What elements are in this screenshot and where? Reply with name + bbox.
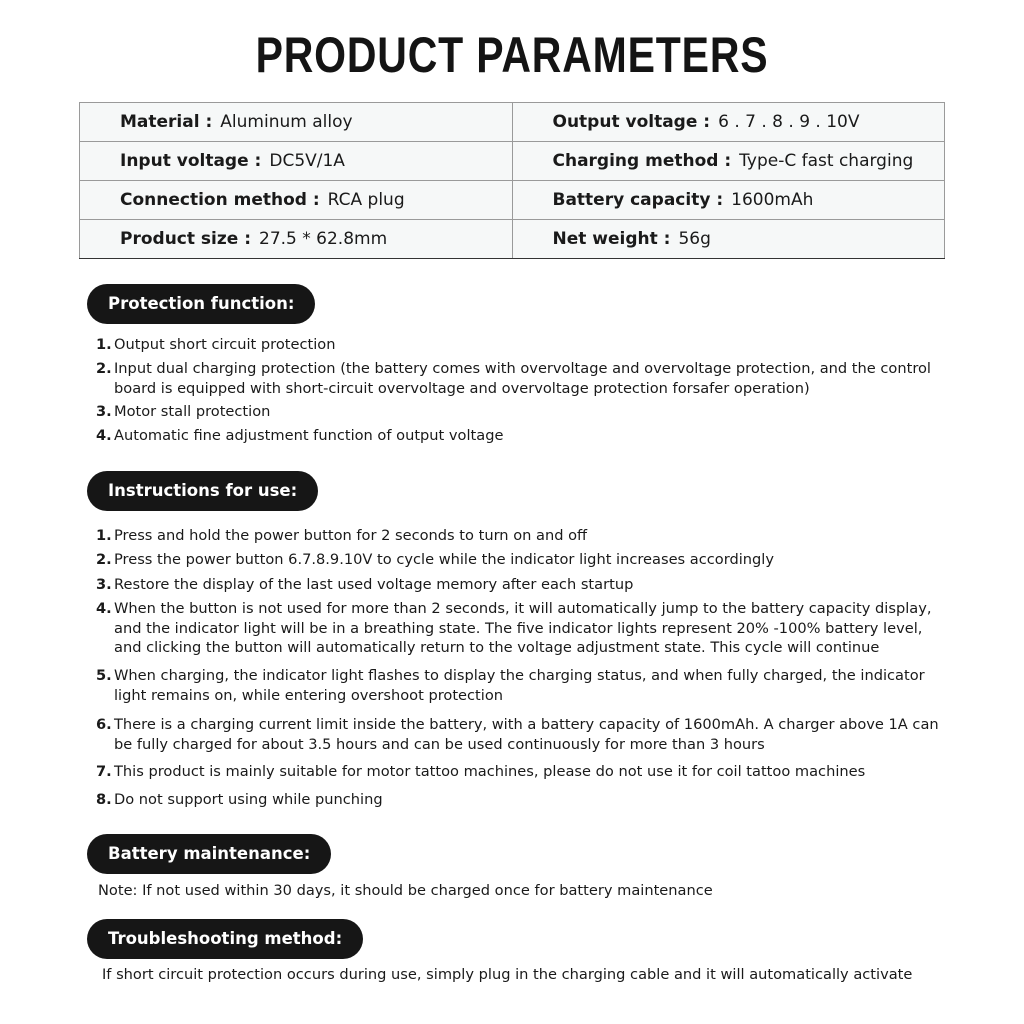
item-number: 8. xyxy=(96,791,112,808)
param-cell xyxy=(80,142,513,181)
item-number: 6. xyxy=(96,716,112,733)
item-number: 1. xyxy=(96,336,112,353)
item-number: 3. xyxy=(96,403,112,420)
maintenance-heading: Battery maintenance: xyxy=(87,834,331,874)
param-value: DC5V/1A xyxy=(269,151,345,171)
item-text: Motor stall protection xyxy=(114,403,271,420)
item-number: 3. xyxy=(96,576,112,593)
list-item xyxy=(96,550,946,570)
param-cell xyxy=(80,181,513,220)
item-number: 4. xyxy=(96,427,112,444)
list-item xyxy=(96,790,946,810)
list-item xyxy=(96,599,946,658)
list-item xyxy=(96,359,946,398)
param-label: Battery capacity : xyxy=(552,190,724,210)
param-cell xyxy=(512,220,945,259)
param-cell xyxy=(512,103,945,142)
parameters-table xyxy=(79,102,945,259)
item-text: Restore the display of the last used voltage memory after each startup xyxy=(114,576,634,593)
list-item xyxy=(96,402,946,422)
item-number: 2. xyxy=(96,551,112,568)
maintenance-note: Note: If not used within 30 days, it should be charged once for battery maintenance xyxy=(98,882,713,899)
param-label: Net weight : xyxy=(552,229,671,249)
item-number: 1. xyxy=(96,527,112,544)
param-label: Charging method : xyxy=(552,151,732,171)
param-label: Connection method : xyxy=(120,190,320,210)
list-item xyxy=(96,526,946,546)
list-item xyxy=(96,715,946,754)
param-label: Output voltage : xyxy=(552,112,711,132)
item-text: When charging, the indicator light flashes to display the charging status, and when fully charged, the indicator light remains on, while entering overshoot protection xyxy=(114,667,925,704)
item-text: This product is mainly suitable for motor tattoo machines, please do not use it for coil tattoo machines xyxy=(114,763,866,780)
param-label: Product size : xyxy=(120,229,252,249)
list-item xyxy=(96,335,946,355)
table-row xyxy=(80,220,945,259)
param-value: Aluminum alloy xyxy=(220,112,353,132)
param-cell xyxy=(80,220,513,259)
list-item xyxy=(96,426,946,446)
protection-heading: Protection function: xyxy=(87,284,315,324)
param-cell xyxy=(512,181,945,220)
param-cell xyxy=(512,142,945,181)
param-value: 6 . 7 . 8 . 9 . 10V xyxy=(718,112,860,132)
param-value: 1600mAh xyxy=(731,190,814,210)
item-text: When the button is not used for more than 2 seconds, it will automatically jump to the battery capacity display, and the indicator light will be in a breathing state. The five indicator lights represent 20% -100% battery level, and clicking the button will automatically return to the voltage adjustment state. This cycle will continue xyxy=(114,600,932,656)
troubleshooting-note: If short circuit protection occurs during use, simply plug in the charging cable and it will automatically activate xyxy=(102,966,913,983)
param-value: Type-C fast charging xyxy=(739,151,914,171)
item-number: 5. xyxy=(96,667,112,684)
table-row xyxy=(80,142,945,181)
troubleshooting-heading: Troubleshooting method: xyxy=(87,919,363,959)
item-text: Automatic fine adjustment function of output voltage xyxy=(114,427,504,444)
param-cell xyxy=(80,103,513,142)
item-text: Do not support using while punching xyxy=(114,791,383,808)
item-text: Press the power button 6.7.8.9.10V to cycle while the indicator light increases accordingly xyxy=(114,551,774,568)
item-text: Press and hold the power button for 2 seconds to turn on and off xyxy=(114,527,588,544)
table-row xyxy=(80,103,945,142)
list-item xyxy=(96,762,946,782)
item-number: 4. xyxy=(96,600,112,617)
table-row xyxy=(80,181,945,220)
instructions-heading: Instructions for use: xyxy=(87,471,318,511)
item-number: 2. xyxy=(96,360,112,377)
page-title: PRODUCT PARAMETERS xyxy=(255,27,769,83)
list-item xyxy=(96,666,946,705)
list-item xyxy=(96,575,946,595)
param-label: Material : xyxy=(120,112,213,132)
item-text: Input dual charging protection (the battery comes with overvoltage and overvoltage protection, and the control board is equipped with short-circuit overvoltage and overvoltage protection forsafer operation) xyxy=(114,360,931,397)
param-label: Input voltage : xyxy=(120,151,262,171)
item-text: Output short circuit protection xyxy=(114,336,336,353)
item-number: 7. xyxy=(96,763,112,780)
param-value: RCA plug xyxy=(327,190,405,210)
param-value: 27.5 * 62.8mm xyxy=(259,229,388,249)
param-value: 56g xyxy=(678,229,711,249)
item-text: There is a charging current limit inside the battery, with a battery capacity of 1600mAh. A charger above 1A can be fully charged for about 3.5 hours and can be used continuously for more than 3 hours xyxy=(114,716,939,753)
